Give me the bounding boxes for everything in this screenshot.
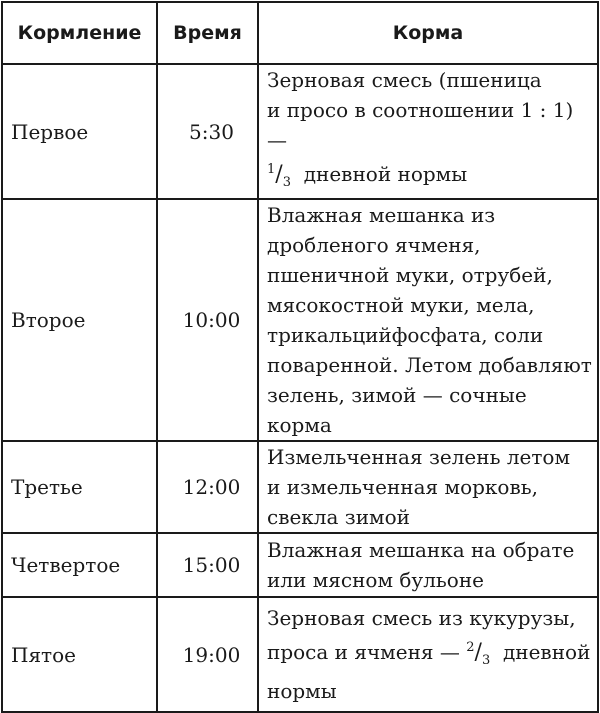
fraction — [267, 162, 291, 190]
fraction-numerator: 2 — [466, 640, 475, 655]
feed-line: трикальцийфосфата, соли — [267, 323, 544, 347]
feed-line: Зерновая смесь (пшеница — [267, 68, 542, 92]
feed-line: свекла зимой — [267, 505, 410, 529]
table-row — [2, 597, 598, 712]
table-header-row — [2, 2, 598, 64]
feed-line: Измельченная зелень летом — [267, 445, 571, 469]
feeding-name: Четвертое — [2, 533, 157, 597]
feed-line: и просо в соотношении 1 : 1) — — [267, 98, 574, 152]
feeding-name: Второе — [2, 199, 157, 441]
feed-mid: проса и ячменя — — [267, 640, 460, 664]
feed-line: и измельченная морковь, — [267, 475, 538, 499]
feed-line: нормы — [267, 679, 337, 703]
feeding-time: 12:00 — [157, 441, 258, 533]
feed-line: мясокостной муки, мела, — [267, 293, 535, 317]
feed-description — [258, 64, 598, 199]
fraction-slash: / — [474, 640, 482, 665]
feed-line — [267, 633, 597, 676]
feeding-time: 15:00 — [157, 533, 258, 597]
fraction-denominator: 3 — [481, 653, 491, 668]
fraction-numerator: 1 — [267, 162, 276, 177]
feed-description — [258, 533, 598, 597]
header-feeding: Кормление — [2, 2, 157, 64]
header-time: Время — [157, 2, 258, 64]
feeding-name: Первое — [2, 64, 157, 199]
feed-tail: дневной нормы — [303, 162, 468, 186]
feed-line: или мясном бульоне — [267, 568, 484, 592]
table-row — [2, 533, 598, 597]
feed-description — [258, 597, 598, 712]
fraction — [466, 640, 491, 668]
feeding-time: 5:30 — [157, 64, 258, 199]
feed-description — [258, 199, 598, 441]
feed-line: Зерновая смесь из кукурузы, — [267, 606, 576, 630]
table-row — [2, 441, 598, 533]
feeding-name: Пятое — [2, 597, 157, 712]
feeding-time: 10:00 — [157, 199, 258, 441]
feed-line: Влажная мешанка на обрате — [267, 538, 575, 562]
feeding-table — [1, 1, 599, 713]
feeding-name: Третье — [2, 441, 157, 533]
fraction-slash: / — [275, 162, 283, 187]
feed-line: дробленого ячменя, — [267, 233, 481, 257]
feed-line: пшеничной муки, отрубей, — [267, 263, 553, 287]
table-row — [2, 64, 598, 199]
feed-line: поваренной. Летом добавляют — [267, 353, 592, 377]
table-row — [2, 199, 598, 441]
feed-tail: дневной — [502, 640, 591, 664]
header-feed: Корма — [258, 2, 598, 64]
feeding-time: 19:00 — [157, 597, 258, 712]
fraction-denominator: 3 — [282, 175, 291, 190]
feed-description — [258, 441, 598, 533]
feed-line — [267, 155, 597, 198]
feed-line: Влажная мешанка из — [267, 203, 496, 227]
feed-line: зелень, зимой — сочные корма — [267, 383, 527, 437]
